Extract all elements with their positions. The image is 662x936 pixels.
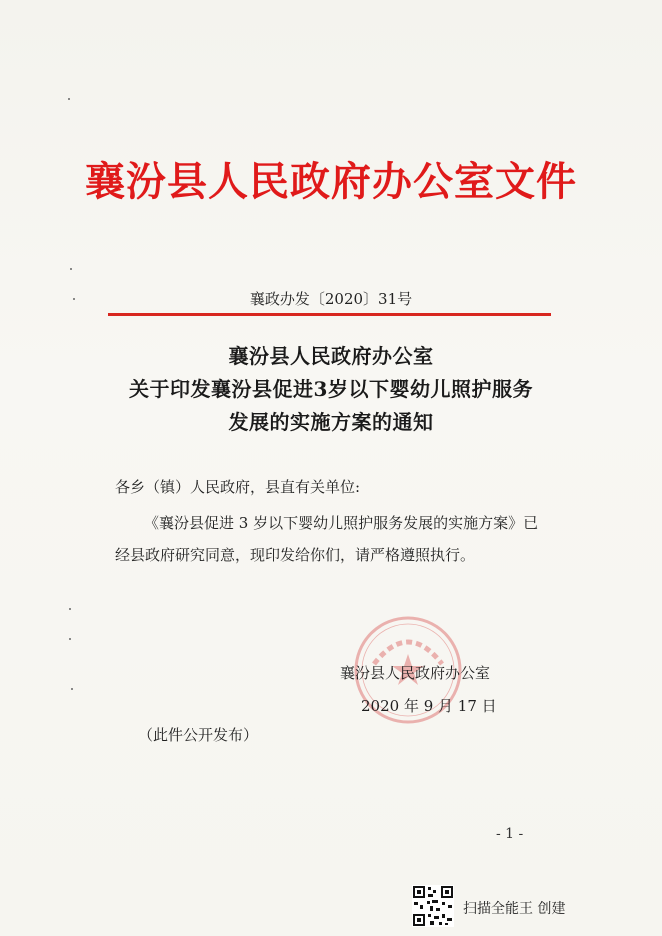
page-number: - 1 -	[496, 826, 524, 842]
body-line-2: 经县政府研究同意，现印发给你们，请严格遵照执行。	[115, 546, 476, 564]
qr-code-icon	[412, 885, 454, 927]
red-divider-line	[108, 313, 551, 316]
issue-date: 2020 年 9 月 17 日	[361, 697, 497, 715]
scan-speck	[69, 638, 71, 640]
public-release-note: （此件公开发布）	[138, 726, 259, 744]
scan-speck	[71, 688, 73, 690]
issuer-name: 襄汾县人民政府办公室	[340, 664, 491, 682]
body-line-1: 《襄汾县促进 3 岁以下婴幼儿照护服务发展的实施方案》已	[144, 514, 539, 532]
scan-speck	[69, 608, 71, 610]
heading-line-2: 关于印发襄汾县促进3岁以下婴幼儿照护服务	[129, 377, 533, 401]
heading-line-3: 发展的实施方案的通知	[228, 410, 434, 434]
scan-speck	[68, 98, 70, 100]
heading-line-1: 襄汾县人民政府办公室	[228, 344, 434, 368]
salutation: 各乡（镇）人民政府，县直有关单位:	[115, 478, 361, 496]
scanner-watermark-text: 扫描全能王 创建	[463, 901, 566, 917]
document-title: 襄汾县人民政府办公室文件	[85, 158, 577, 205]
scan-speck	[73, 298, 75, 300]
scan-speck	[70, 268, 72, 270]
document-number: 襄政办发〔2020〕31号	[249, 290, 413, 308]
